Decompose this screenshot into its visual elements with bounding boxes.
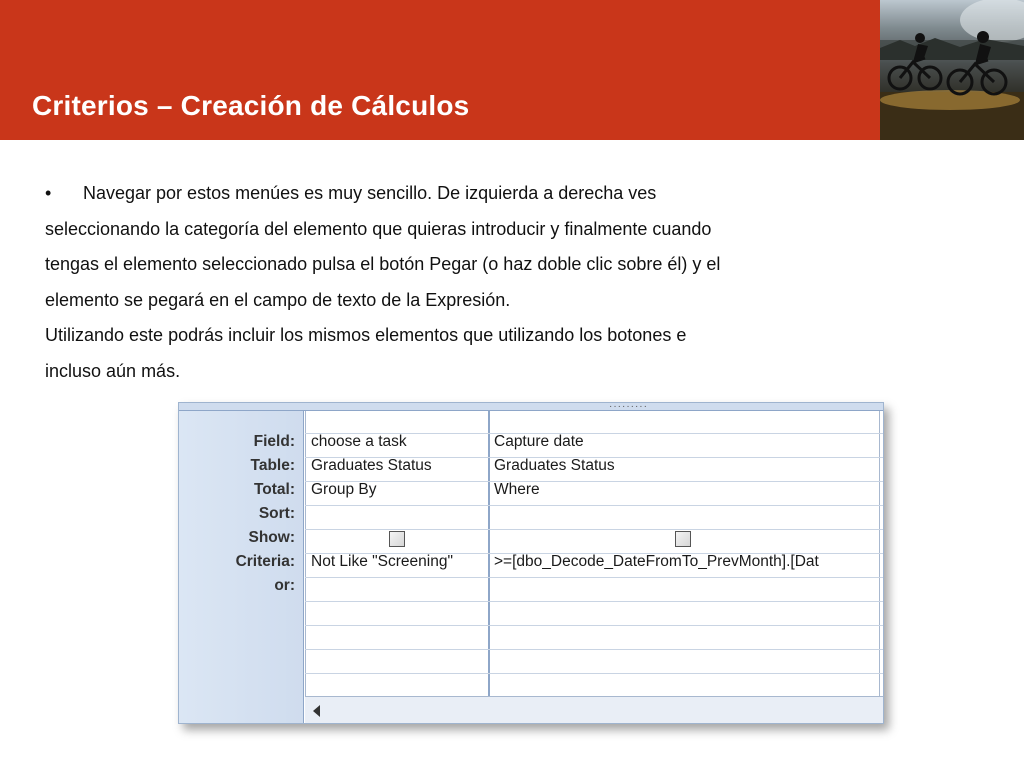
slide-body bbox=[45, 176, 895, 389]
splitter-grip[interactable]: ········· bbox=[609, 402, 648, 412]
cell-field-col2[interactable]: Capture date bbox=[494, 433, 584, 450]
column-divider[interactable] bbox=[488, 411, 490, 701]
grid-splitter-bar[interactable] bbox=[179, 403, 883, 411]
body-line-5: Utilizando este podrás incluir los mismos elementos que utilizando los botones e bbox=[45, 325, 687, 345]
body-line-2: seleccionando la categoría del elemento que quieras introducir y finalmente cuando bbox=[45, 218, 712, 239]
show-checkbox-col1[interactable] bbox=[389, 531, 405, 547]
slide-title: Criterios – Creación de Cálculos bbox=[32, 90, 470, 121]
cyclists-photo bbox=[880, 0, 1024, 140]
scroll-left-arrow-icon[interactable] bbox=[313, 705, 320, 717]
row-label-sort: Sort: bbox=[258, 505, 295, 522]
row-divider bbox=[305, 505, 884, 506]
row-divider bbox=[305, 673, 884, 674]
column-divider bbox=[305, 411, 306, 701]
title-banner bbox=[0, 0, 880, 140]
cell-field-col1[interactable]: choose a task bbox=[311, 433, 407, 450]
row-label-criteria: Criteria: bbox=[235, 553, 295, 570]
row-label-show: Show: bbox=[248, 529, 295, 546]
horizontal-scrollbar[interactable] bbox=[305, 696, 884, 724]
row-divider bbox=[305, 649, 884, 650]
row-divider bbox=[305, 601, 884, 602]
body-line-6: incluso aún más. bbox=[45, 360, 181, 381]
show-checkbox-col2[interactable] bbox=[675, 531, 691, 547]
row-divider bbox=[305, 529, 884, 530]
cell-total-col1[interactable]: Group By bbox=[311, 481, 377, 498]
column-divider bbox=[879, 411, 880, 701]
cell-table-col1[interactable]: Graduates Status bbox=[311, 457, 432, 474]
body-line-1: Navegar por estos menúes es muy sencillo. De izquierda a derecha ves bbox=[83, 183, 657, 203]
cell-table-col2[interactable]: Graduates Status bbox=[494, 457, 615, 474]
row-divider bbox=[305, 577, 884, 578]
row-header-panel bbox=[179, 411, 304, 724]
body-line-4: elemento se pegará en el campo de texto de la Expresión. bbox=[45, 289, 511, 310]
bullet-marker: • bbox=[45, 183, 52, 203]
row-label-total: Total: bbox=[253, 481, 295, 498]
body-line-3: tengas el elemento seleccionado pulsa el botón Pegar (o haz doble clic sobre él) y el bbox=[45, 254, 721, 274]
cell-total-col2[interactable]: Where bbox=[494, 481, 540, 498]
row-label-field: Field: bbox=[253, 433, 295, 450]
cell-criteria-col2[interactable]: >=[dbo_Decode_DateFromTo_PrevMonth].[Dat bbox=[494, 553, 819, 570]
row-divider bbox=[305, 625, 884, 626]
bullet-paragraph bbox=[45, 176, 895, 212]
cell-criteria-col1[interactable]: Not Like "Screening" bbox=[311, 553, 453, 570]
row-label-or: or: bbox=[274, 577, 295, 594]
query-design-grid-screenshot bbox=[178, 402, 884, 724]
row-label-table: Table: bbox=[250, 457, 295, 474]
